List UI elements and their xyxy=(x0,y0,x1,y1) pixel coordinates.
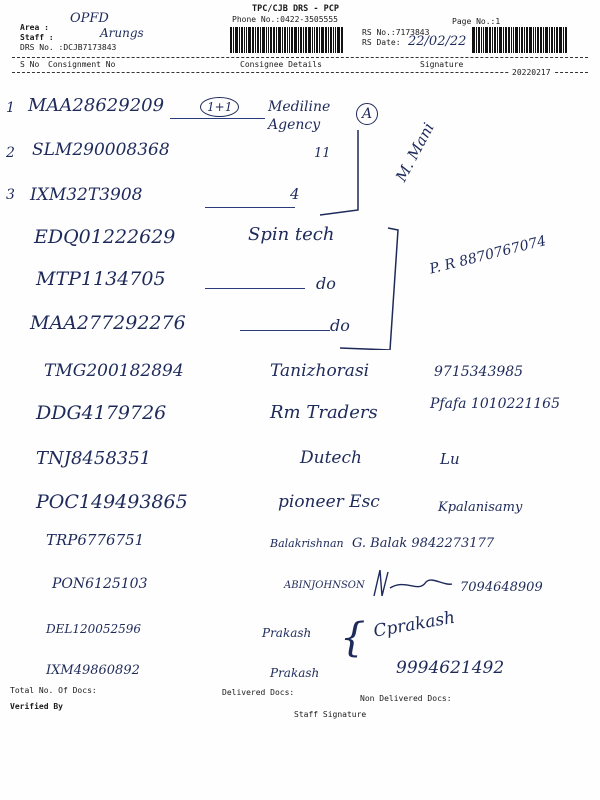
row-consignee: Dutech xyxy=(300,448,362,468)
row-consignee: do xyxy=(316,274,336,293)
row-consignment: TRP6776751 xyxy=(46,531,145,549)
row-consignee: pioneer Esc xyxy=(278,492,380,512)
barcode-secondary xyxy=(472,27,584,53)
area-label: Area : xyxy=(20,23,49,32)
col-consignee: Consignee Details xyxy=(240,60,322,69)
row-consignment: EDQ01222629 xyxy=(34,226,176,248)
row-consignee: do xyxy=(330,316,350,335)
date-code: 20220217 xyxy=(512,68,551,77)
row-consignment: MTP1134705 xyxy=(36,268,166,290)
row-sno: 3 xyxy=(6,187,15,203)
row-consignment: PON6125103 xyxy=(52,576,148,592)
column-separator xyxy=(12,72,588,73)
row-underline xyxy=(205,207,295,208)
row-consignment: IXM32T3908 xyxy=(30,185,143,205)
row-signature: Cprakash xyxy=(372,607,457,642)
row-consignment: SLM290008368 xyxy=(32,140,170,160)
area-handwritten: OPFD xyxy=(70,11,109,26)
row-underline xyxy=(240,330,330,331)
page-number: Page No.:1 xyxy=(452,17,501,26)
row-signature: Lu xyxy=(440,450,460,468)
verified-by-label: Verified By xyxy=(10,702,63,711)
row-consignment: DDG4179726 xyxy=(36,402,167,424)
row-signature: G. Balak 9842273177 xyxy=(352,536,495,551)
row-consignee: 4 xyxy=(290,185,300,203)
row-consignee: ABINJOHNSON xyxy=(284,580,365,591)
row-consignment: POC149493865 xyxy=(36,491,188,513)
row-signature: 9994621492 xyxy=(396,658,505,678)
row-consignment: TMG200182894 xyxy=(44,361,184,381)
rs-date-handwritten: 22/02/22 xyxy=(408,34,467,49)
row-sno: 2 xyxy=(6,145,15,161)
rs-number: RS No.:7173843 xyxy=(362,28,430,37)
header-separator xyxy=(12,57,588,58)
staff-signature-label: Staff Signature xyxy=(294,710,367,719)
total-docs-label: Total No. Of Docs: xyxy=(10,686,97,695)
row-signature: M. Mani xyxy=(392,119,438,185)
row-consignee: Prakash xyxy=(262,626,312,640)
signature-scribble xyxy=(366,566,456,602)
col-sno: S No xyxy=(20,60,40,69)
row-consignment: TNJ8458351 xyxy=(36,448,152,469)
row-consignment: DEL120052596 xyxy=(46,622,142,636)
row-consignee: Balakrishnan xyxy=(270,537,344,550)
staff-label: Staff : xyxy=(20,33,54,42)
row-consignee: Prakash xyxy=(270,666,320,680)
row-signature: Pfafa 1010221165 xyxy=(430,396,560,412)
row-signature: 9715343985 xyxy=(434,364,524,380)
row-consignee: Tanizhorasi xyxy=(270,361,370,381)
row-quantity-badge: 1+1 xyxy=(200,97,239,117)
rs-date-label: RS Date: xyxy=(362,38,401,47)
drs-number: DRS No. :DCJB7173843 xyxy=(20,43,117,52)
row-consignment: IXM49860892 xyxy=(46,663,140,678)
row-underline xyxy=(170,118,265,119)
row-consignee: Rm Traders xyxy=(270,402,378,423)
col-signature: Signature xyxy=(420,60,464,69)
barcode xyxy=(230,27,358,53)
row-signature: Kpalanisamy xyxy=(438,500,523,515)
col-consignment: Consignment No xyxy=(48,60,116,69)
non-delivered-docs-label: Non Delivered Docs: xyxy=(360,694,452,703)
phone-number: Phone No.:0422-3505555 xyxy=(232,15,338,24)
row-signature: A xyxy=(356,103,378,125)
row-consignee: Spin tech xyxy=(248,224,335,245)
row-consignment: MAA277292276 xyxy=(30,312,186,334)
row-consignee: 11 xyxy=(314,146,331,161)
brace-mark: { xyxy=(340,615,366,661)
row-signature: 7094648909 xyxy=(460,580,543,595)
row-consignment: MAA28629209 xyxy=(28,95,165,116)
row-underline xyxy=(205,288,305,289)
sheet-title: TPC/CJB DRS - PCP xyxy=(252,4,339,14)
delivered-docs-label: Delivered Docs: xyxy=(222,688,295,697)
row-signature: P. R 8870767074 xyxy=(428,233,548,278)
staff-handwritten: Arungs xyxy=(100,26,144,40)
row-consignee: Mediline Agency xyxy=(268,99,331,133)
row-sno: 1 xyxy=(6,100,15,116)
